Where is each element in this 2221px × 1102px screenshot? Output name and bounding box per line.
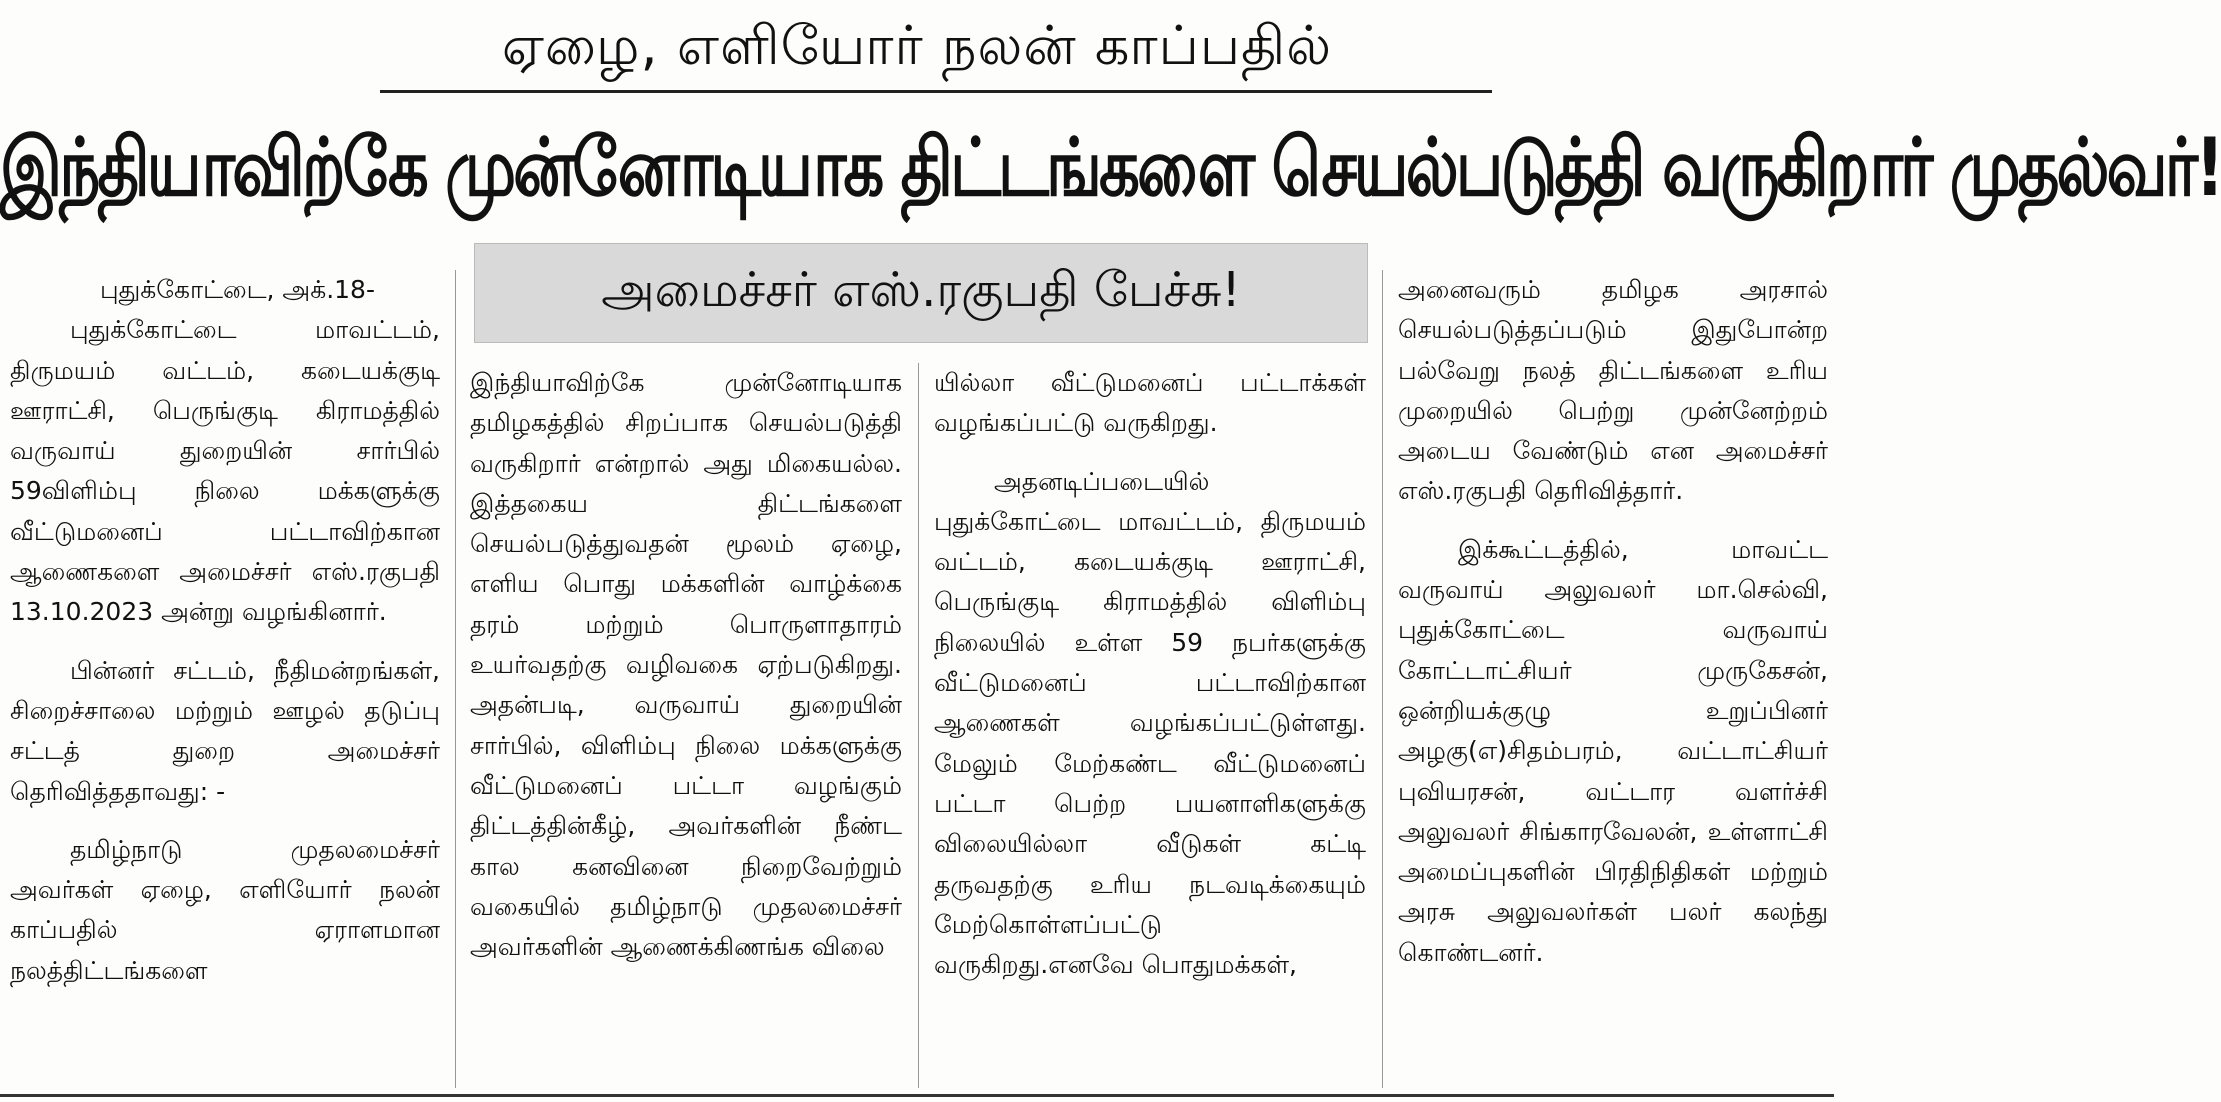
paragraph: அதனடிப்படையில் புதுக்கோட்டை மாவட்டம், திருமயம் வட்டம், கடையக்குடி ஊராட்சி, பெருங்குடி கிராமத்தில் விளிம்பு நிலையில் உள்ள 59 நபர்களுக்கு வீட்டுமனைப் பட்டாவிற்கான ஆணைகள் வழங்கப்பட்டுள்ளது. மேலும் மேற்கண்ட வீட்டுமனைப் பட்டா பெற்ற பயனாளிகளுக்கு விலையில்லா வீடுகள் கட்டி தருவதற்கு உரிய நடவடிக்கையும் மேற்கொள்ளப்பட்டு வருகிறது.எனவே பொதுமக்கள், bbox=[934, 466, 1366, 980]
paragraph: யில்லா வீட்டுமனைப் பட்டாக்கள் வழங்கப்பட்டு வருகிறது. bbox=[934, 368, 1366, 438]
column-divider bbox=[918, 363, 919, 1088]
paragraph: இந்தியாவிற்கே முன்னோடியாக தமிழகத்தில் சிறப்பாக செயல்படுத்தி வருகிறார் என்றால் அது மிகையல்ல. இத்தகைய திட்டங்களை செயல்படுத்துவதன் மூலம் ஏழை, எளிய பொது மக்களின் வாழ்க்கை தரம் மற்றும் பொருளாதாரம் உயர்வதற்கு வழிவகை ஏற்படுகிறது. அதன்படி, வருவாய் துறையின் சார்பில், விளிம்பு நிலை மக்களுக்கு வீட்டுமனைப் பட்டா வழங்கும் திட்டத்தின்கீழ், அவர்களின் நீண்ட கால கனவினை நிறைவேற்றும் வகையில் தமிழ்நாடு முதலமைச்சர் அவர்களின் ஆணைக்கிணங்க விலை bbox=[470, 368, 902, 962]
column-divider bbox=[455, 270, 456, 1088]
article-column-2 bbox=[470, 363, 902, 967]
kicker-underline bbox=[380, 90, 1492, 93]
article-column-3 bbox=[934, 363, 1366, 985]
paragraph: இக்கூட்டத்தில், மாவட்ட வருவாய் அலுவலர் மா.செல்வி, புதுக்கோட்டை வருவாய் கோட்டாட்சியர் முருகேசன், ஒன்றியக்குழு உறுப்பினர் அழகு(எ)சிதம்பரம், வட்டாட்சியர் புவியரசன், வட்டார வளர்ச்சி அலுவலர் சிங்காரவேலன், உள்ளாட்சி அமைப்புகளின் பிரதிநிதிகள் மற்றும் அரசு அலுவலர்கள் பலர் கலந்து கொண்டனர். bbox=[1398, 534, 1828, 967]
subheading-text: அமைச்சர் எஸ்.ரகுபதி பேச்சு! bbox=[601, 262, 1241, 318]
paragraph: புதுக்கோட்டை மாவட்டம், திருமயம் வட்டம், கடையக்குடி ஊராட்சி, பெருங்குடி கிராமத்தில் வருவாய் துறையின் சார்பில் 59விளிம்பு நிலை மக்களுக்கு வீட்டுமனைப் பட்டாவிற்கான ஆணைகளை அமைச்சர் எஸ்.ரகுபதி 13.10.2023 அன்று வழங்கினார். bbox=[10, 315, 440, 627]
dateline: புதுக்கோட்டை, அக்.18- bbox=[100, 275, 375, 304]
article-column-1 bbox=[10, 270, 440, 991]
article-column-4 bbox=[1398, 270, 1828, 973]
paragraph: அனைவரும் தமிழக அரசால் செயல்படுத்தப்படும் இதுபோன்ற பல்வேறு நலத் திட்டங்களை உரிய முறையில் பெற்று முன்னேற்றம் அடைய வேண்டும் என அமைச்சர் எஸ்.ரகுபதி தெரிவித்தார். bbox=[1398, 275, 1828, 506]
bottom-border bbox=[0, 1094, 1834, 1097]
subheading-box bbox=[474, 243, 1368, 343]
kicker-heading: ஏழை, எளியோர் நலன் காப்பதில் bbox=[501, 14, 1333, 77]
column-divider bbox=[1382, 270, 1383, 1088]
main-headline: இந்தியாவிற்கே முன்னோடியாக திட்டங்களை செயல்படுத்தி வருகிறார் முதல்வர்! bbox=[0, 122, 2221, 215]
paragraph: பின்னர் சட்டம், நீதிமன்றங்கள், சிறைச்சாலை மற்றும் ஊழல் தடுப்பு சட்டத் துறை அமைச்சர் தெரிவித்ததாவது: - bbox=[10, 655, 440, 806]
paragraph: தமிழ்நாடு முதலமைச்சர் அவர்கள் ஏழை, எளியோர் நலன் காப்பதில் ஏராளமான நலத்திட்டங்களை bbox=[10, 834, 440, 985]
